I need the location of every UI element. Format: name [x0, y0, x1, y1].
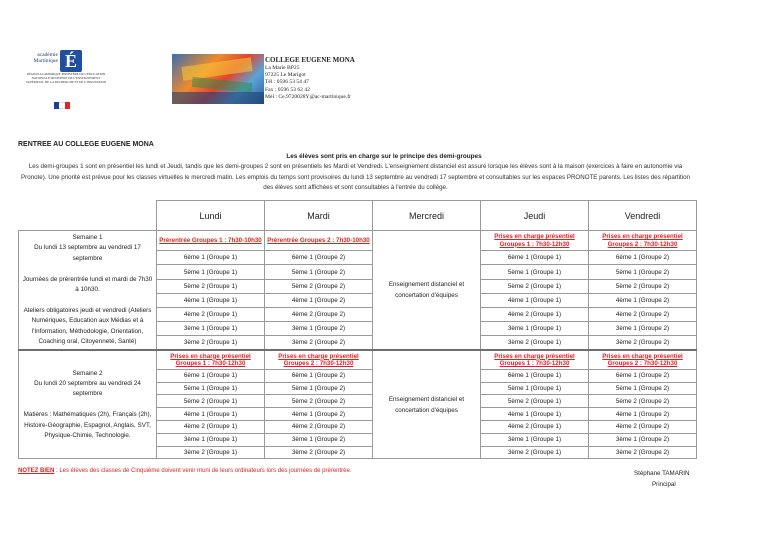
group-cell: 4ème 1 (Groupe 1) — [481, 293, 589, 307]
group-cell: 5ème 2 (Groupe 1) — [481, 395, 589, 408]
group-cell: 4ème 1 (Groupe 1) — [481, 408, 589, 421]
schedule-body — [19, 231, 697, 459]
group-cell: 6ème 1 (Groupe 1) — [157, 251, 265, 265]
note-text: : Les élèves des classes de Cinquième doivent venir muni de leurs ordinateurs lors des journées de prérentrée. — [54, 468, 352, 474]
group-cell: 5ème 2 (Groupe 2) — [589, 395, 697, 408]
group-cell: 4ème 2 (Groupe 2) — [589, 421, 697, 434]
signatory-name: Stéphane TAMARIN — [634, 470, 690, 477]
group-cell: 3ème 2 (Groupe 2) — [265, 446, 373, 459]
group-cell: 6ème 1 (Groupe 1) — [481, 369, 589, 382]
intro-paragraph: Les demi-groupes 1 sont en présentiel les lundi et Jeudi, tandis que les demi-groupes 2 sont en présentiels les Mardi et Vendredi. L'enseignement distanciel est assuré lorsque les élèves sont à la maison (exercices à faire en autonomie via Pronote). Une priorité est prévue pour les classes virtuelles le mercredi matin. Les emplois du temps sont provisoires du lundi 13 septembre au vendredi 17 septembre et consultables sur les espaces PRONOTE parents. Les listes des répartition des élèves sont affichées et sont consultables à l'entrée du collège. — [21, 163, 690, 191]
header-vendredi: Vendredi — [589, 201, 697, 231]
group-cell: 5ème 1 (Groupe 1) — [157, 265, 265, 279]
group-cell: 4ème 1 (Groupe 2) — [265, 293, 373, 307]
table-row — [19, 350, 697, 369]
logo-e-icon: É — [60, 50, 82, 72]
group-cell: 6ème 1 (Groupe 2) — [265, 251, 373, 265]
presentiel-cell: Prises en charge présentiel Groupes 1 : 7h30-12h30 — [481, 350, 589, 369]
week-label-1: Semaine 1 Du lundi 13 septembre au vendredi 17 septembre Journées de prérentrée lundi et mardi de 7h30 à 10h30. Ateliers obligatoires jeudi et vendredi (Ateliers Numériques, Education aux Médias et à l'Information, Méthodologie, Orientation, Coaching oral, Citoyenneté, Santé) — [19, 231, 157, 351]
group-cell: 5ème 2 (Groupe 2) — [265, 279, 373, 293]
group-cell: 3ème 1 (Groupe 2) — [265, 433, 373, 446]
page-subtitle: Les élèves sont pris en charge sur le principe des demi-groupes — [286, 153, 482, 160]
header-lundi: Lundi — [157, 201, 265, 231]
group-cell: 5ème 1 (Groupe 2) — [589, 265, 697, 279]
signature-block — [634, 468, 689, 490]
group-cell: 3ème 2 (Groupe 2) — [265, 336, 373, 351]
group-cell: 4ème 1 (Groupe 2) — [589, 408, 697, 421]
group-cell: 5ème 1 (Groupe 2) — [265, 382, 373, 395]
group-cell: 4ème 2 (Groupe 2) — [589, 307, 697, 321]
group-cell: 4ème 1 (Groupe 1) — [157, 293, 265, 307]
group-cell: 3ème 2 (Groupe 1) — [481, 446, 589, 459]
school-name: COLLEGE EUGENE MONA — [265, 56, 355, 64]
academie-logo — [24, 50, 107, 110]
group-cell: 5ème 2 (Groupe 1) — [157, 395, 265, 408]
week-label-2: Semaine 2 Du lundi 20 septembre au vendredi 24 septembre Matières : Mathématiques (2h), Français (2h), Histoire-Géographie, Espagnol, Anglais, SVT, Physique-Chimie, Technologie. — [19, 350, 157, 458]
group-cell: 3ème 1 (Groupe 2) — [589, 433, 697, 446]
header-mardi: Mardi — [265, 201, 373, 231]
header-blank-cell — [19, 201, 157, 231]
group-cell: 4ème 2 (Groupe 1) — [157, 307, 265, 321]
presentiel-cell: Prises en charge présentiel Groupes 2 : 7h30-12h30 — [265, 350, 373, 369]
group-cell: 4ème 2 (Groupe 1) — [157, 421, 265, 434]
group-cell: 6ème 1 (Groupe 2) — [265, 369, 373, 382]
group-cell: 4ème 2 (Groupe 1) — [481, 307, 589, 321]
presentiel-cell: Prises en charge présentiel Groupes 2 : 7h30-12h30 — [589, 350, 697, 369]
footer-note — [18, 468, 352, 474]
logo-wordmark: académie Martinique — [33, 52, 58, 64]
fax: Fax : 0596 53 62 42 — [265, 86, 310, 93]
group-cell: 4ème 2 (Groupe 2) — [265, 307, 373, 321]
group-cell: 5ème 1 (Groupe 1) — [157, 382, 265, 395]
school-address-block — [265, 56, 355, 101]
logo-ministry-text: RÉGION ACADÉMIQUE MINISTÈRE DE L'ÉDUCATION NATIONALE MINISTÈRE DE L'ENSEIGNEMENT SUPÉRIEUR, DE LA RECHERCHE ET DE L'INNOVATION — [25, 72, 107, 84]
telephone: Tél : 0596 53 54 47 — [265, 79, 309, 86]
group-cell: 5ème 1 (Groupe 2) — [265, 265, 373, 279]
address-line-1: La Marie BP25 — [265, 65, 300, 71]
group-cell: 5ème 1 (Groupe 2) — [589, 382, 697, 395]
group-cell: 6ème 1 (Groupe 1) — [481, 251, 589, 265]
group-cell: 3ème 1 (Groupe 2) — [265, 322, 373, 336]
presentiel-cell: Prérentrée Groupes 1 : 7h30-10h30 — [157, 231, 265, 251]
group-cell: 3ème 2 (Groupe 1) — [481, 336, 589, 351]
header-jeudi: Jeudi — [481, 201, 589, 231]
group-cell: 5ème 1 (Groupe 1) — [481, 265, 589, 279]
presentiel-cell: Prises en charge présentiel Groupes 1 : 7h30-12h30 — [481, 231, 589, 251]
group-cell: 6ème 1 (Groupe 2) — [589, 251, 697, 265]
signatory-role: Principal — [652, 481, 676, 488]
group-cell: 4ème 1 (Groupe 1) — [157, 408, 265, 421]
group-cell: 4ème 2 (Groupe 2) — [265, 421, 373, 434]
group-cell: 3ème 1 (Groupe 1) — [157, 322, 265, 336]
group-cell: 3ème 2 (Groupe 2) — [589, 336, 697, 351]
group-cell: 3ème 2 (Groupe 1) — [157, 446, 265, 459]
note-label: NOTEZ BIEN — [18, 468, 55, 474]
group-cell: 5ème 2 (Groupe 1) — [481, 279, 589, 293]
page-title: RENTREE AU COLLEGE EUGENE MONA — [18, 141, 154, 148]
group-cell: 3ème 1 (Groupe 1) — [157, 433, 265, 446]
group-cell: 5ème 2 (Groupe 2) — [589, 279, 697, 293]
group-cell: 3ème 1 (Groupe 1) — [481, 433, 589, 446]
email: Mél : Ce.9720028Y@ac-martinique.fr — [265, 93, 351, 100]
presentiel-cell: Prises en charge présentiel Groupes 1 : 7h30-12h30 — [157, 350, 265, 369]
french-flag-icon — [54, 102, 70, 109]
group-cell: 5ème 2 (Groupe 1) — [157, 279, 265, 293]
group-cell: 6ème 1 (Groupe 1) — [157, 369, 265, 382]
group-cell: 5ème 1 (Groupe 1) — [481, 382, 589, 395]
group-cell: 6ème 1 (Groupe 2) — [589, 369, 697, 382]
group-cell: 3ème 2 (Groupe 2) — [589, 446, 697, 459]
table-row — [19, 231, 697, 251]
school-mural-photo — [172, 54, 264, 104]
schedule-table — [18, 200, 697, 459]
group-cell: 5ème 2 (Groupe 2) — [265, 395, 373, 408]
group-cell: 4ème 2 (Groupe 1) — [481, 421, 589, 434]
group-cell: 3ème 1 (Groupe 2) — [589, 322, 697, 336]
presentiel-cell: Prises en charge présentiel Groupes 2 : 7h30-12h30 — [589, 231, 697, 251]
group-cell: 4ème 1 (Groupe 2) — [589, 293, 697, 307]
mercredi-cell: Enseignement distanciel et concertation d'équipes — [373, 350, 481, 458]
group-cell: 3ème 1 (Groupe 1) — [481, 322, 589, 336]
group-cell: 4ème 1 (Groupe 2) — [265, 408, 373, 421]
table-header-row — [19, 201, 697, 231]
group-cell: 3ème 2 (Groupe 1) — [157, 336, 265, 351]
header-mercredi: Mercredi — [373, 201, 481, 231]
mercredi-cell: Enseignement distanciel et concertation d'équipes — [373, 231, 481, 351]
address-line-2: 97225 Le Marigot — [265, 72, 306, 79]
presentiel-cell: Prérentrée Groupes 2 : 7h30-10h30 — [265, 231, 373, 251]
